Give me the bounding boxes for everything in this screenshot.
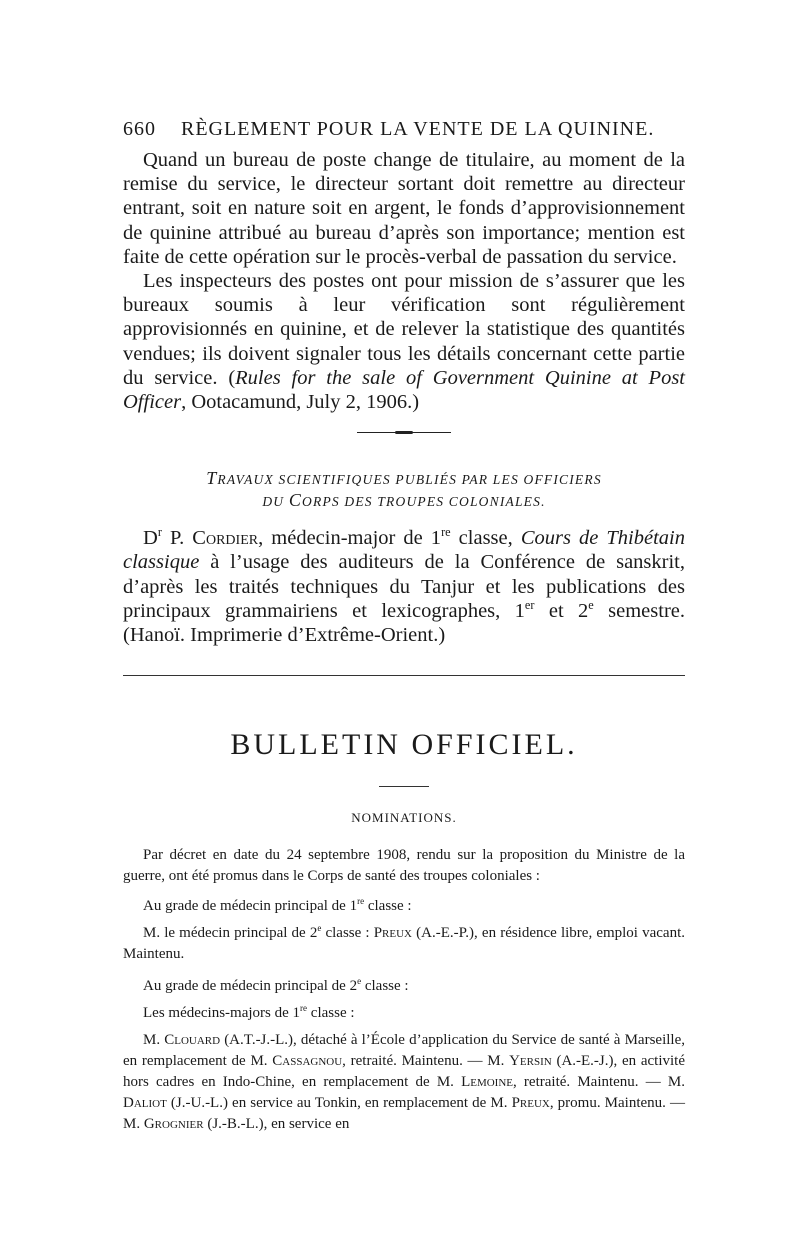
- running-title: RÈGLEMENT POUR LA VENTE DE LA QUININE.: [181, 118, 655, 140]
- grade-principal-1: Au grade de médecin principal de 1re classe :: [143, 896, 412, 915]
- person-name: Cassagnou: [272, 1053, 343, 1070]
- preux-entry: M. le médecin principal de 2e classe : Preux (A.-E.-P.), en résidence libre, emploi vacant. Maintenu.: [123, 923, 685, 963]
- promotions-list: M. Clouard (A.T.-J.-L.), détaché à l’École d’application du Service de santé à Marseille, en remplacement de M. Cassagnou, retraité. Maintenu. — M. Yersin (A.-E.-J.), en activité hors cadres en Indo-Chine, en remplacement de M. Lemoine, retraité. Maintenu. — M. Daliot (J.-U.-L.) en service au Tonkin, en remplacement de M. Preux, promu. Maintenu. — M. Grognier (J.-B.-L.), en service en: [123, 1032, 686, 1133]
- paragraph-inspecteurs: [123, 269, 685, 414]
- travaux-line-2: DU CORPS DES TROUPES COLONIALES.: [262, 490, 546, 511]
- medecins-majors-heading: Les médecins-majors de 1re classe :: [143, 1003, 355, 1022]
- person-name: Daliot: [123, 1095, 167, 1112]
- page-number: 660: [123, 118, 156, 140]
- cordier-entry: $D^r$ P. Cordier, médecin-major de 1re classe, Cours de Thibétain classique à l’usage des auditeurs de la Conférence de sanskrit, d’après les traités techniques du Tanjur et les publications des principaux grammairiens et lexicographes, 1er et 2e semestre. (Hanoï. Imprimerie d’Extrême-Orient.): [123, 525, 685, 647]
- travaux-heading: [123, 468, 685, 512]
- travaux-line-1: TRAVAUX SCIENTIFIQUES PUBLIÉS PAR LES OFFICIERS: [206, 468, 602, 489]
- source-end: , Ootacamund, July 2, 1906.): [181, 391, 420, 414]
- work-title: Cours de Thibétain classique: [123, 527, 685, 574]
- bulletin-title: BULLETIN OFFICIEL.: [230, 728, 578, 762]
- decret-paragraph: Par décret en date du 24 septembre 1908, rendu sur la proposition du Ministre de la guerre, ont été promus dans le Corps de santé des troupes coloniales :: [123, 847, 685, 885]
- person-name: Grognier: [143, 1116, 204, 1133]
- section-rule: [123, 675, 685, 676]
- page: [123, 112, 685, 1135]
- person-name: Lemoine: [461, 1074, 514, 1091]
- inspecteurs-text: Les inspecteurs des postes ont pour mission de s’assurer que les bureaux soumis à leur vérification sont régulièrement approvisionnés en quinine, et de relever la statistique des quantités vendues; ils doivent signaler tous les détails concernant cette partie du service. (: [123, 270, 685, 389]
- title-rule: [379, 786, 429, 787]
- person-name: Clouard: [164, 1032, 221, 1049]
- nominations-heading: NOMINATIONS.: [351, 810, 457, 826]
- person-name: Yersin: [509, 1053, 552, 1070]
- person-name: Preux: [511, 1095, 550, 1112]
- person-name: Preux: [373, 925, 412, 942]
- source-citation: Rules for the sale of Government Quinine at Post Officer: [123, 366, 686, 414]
- paragraph-bureau: Quand un bureau de poste change de titulaire, au moment de la remise du service, le directeur sortant doit remettre au directeur entrant, soit en nature soit en argent, le fonds d’approvisionnement de quinine attribué au bureau d’après son importance; mention est faite de cette opération sur le procès-verbal de passation du service.: [123, 149, 685, 268]
- author-name: Cordier: [192, 527, 259, 550]
- ornament-divider: [357, 431, 451, 434]
- running-header: [123, 112, 685, 148]
- grade-principal-2: Au grade de médecin principal de 2e classe :: [143, 976, 409, 995]
